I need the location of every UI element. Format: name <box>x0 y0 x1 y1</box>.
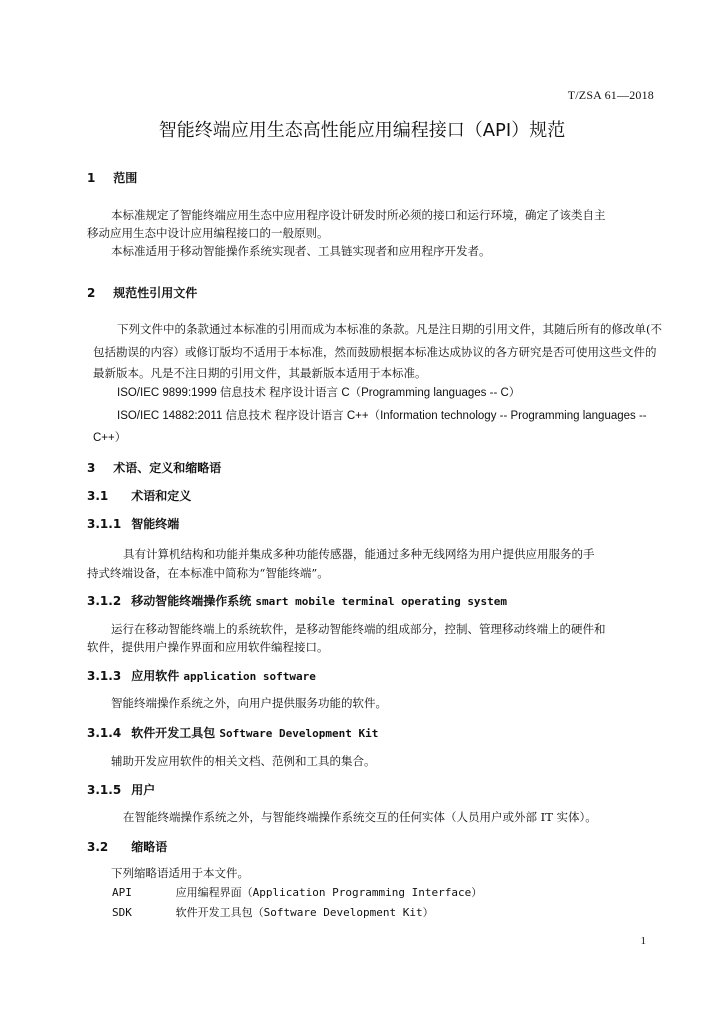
section-title: 范围 <box>113 171 138 185</box>
section-title: 用户 <box>131 783 156 797</box>
paragraph: 软件，提供用户操作界面和应用软件编程接口。 <box>87 640 329 654</box>
section-title: 规范性引用文件 <box>113 286 198 300</box>
section-number: 3.1.2 <box>87 594 122 608</box>
section-3-1-4-heading <box>87 724 378 741</box>
abbreviation-desc: 应用编程界面（Application Programming Interface） <box>175 886 483 899</box>
paragraph: 移动应用生态中设计应用编程接口的一般原则。 <box>87 226 329 240</box>
paragraph: 辅助开发应用软件的相关文档、范例和工具的集合。 <box>111 754 376 768</box>
section-3-1-heading <box>87 487 191 504</box>
paragraph: 持式终端设备，在本标准中简称为“智能终端”。 <box>87 566 329 580</box>
abbreviation-desc: 软件开发工具包（Software Development Kit） <box>175 906 434 919</box>
abbreviation-row <box>112 884 482 900</box>
reference-item: C++） <box>93 432 127 444</box>
section-2-heading <box>87 284 197 301</box>
section-title-en: Software Development Kit <box>219 727 379 740</box>
section-title-en: smart mobile terminal operating system <box>255 595 508 608</box>
paragraph: 下列文件中的条款通过本标准的引用而成为本标准的条款。凡是注日期的引用文件，其随后所有的修改单(不 <box>117 322 662 336</box>
reference-item: ISO/IEC 14882:2011 信息技术 程序设计语言 C++（Information technology -- Programming languages -- <box>117 410 647 422</box>
section-number: 3.1 <box>87 489 109 503</box>
section-3-1-5-heading <box>87 781 155 798</box>
paragraph: 在智能终端操作系统之外，与智能终端操作系统交互的任何实体（人员用户或外部 IT 实体）。 <box>123 810 597 824</box>
section-title-en: application software <box>183 670 316 683</box>
section-title: 移动智能终端操作系统 <box>131 594 252 608</box>
section-number: 3.1.5 <box>87 783 122 797</box>
section-title: 术语、定义和缩略语 <box>113 461 222 475</box>
paragraph: 智能终端操作系统之外，向用户提供服务功能的软件。 <box>111 696 387 710</box>
section-title: 智能终端 <box>131 517 180 531</box>
section-3-2-heading <box>87 838 167 855</box>
section-title: 软件开发工具包 <box>131 726 216 740</box>
paragraph: 最新版本。凡是不注日期的引用文件，其最新版本适用于本标准。 <box>93 366 427 380</box>
page-number: 1 <box>640 935 646 947</box>
standard-number: T/ZSA 61—2018 <box>567 88 654 102</box>
paragraph: 具有计算机结构和功能并集成多种功能传感器，能通过多种无线网络为用户提供应用服务的手 <box>123 547 595 561</box>
section-number: 3.1.3 <box>87 669 122 683</box>
paragraph: 运行在移动智能终端上的系统软件，是移动智能终端的组成部分，控制、管理移动终端上的硬件和 <box>111 622 606 636</box>
paragraph: 下列缩略语适用于本文件。 <box>111 866 249 880</box>
abbreviation: SDK <box>112 906 132 919</box>
paragraph: 本标准规定了智能终端应用生态中应用程序设计研发时所必须的接口和运行环境，确定了该类自主 <box>111 208 606 222</box>
section-number: 3 <box>87 461 96 475</box>
section-number: 3.1.1 <box>87 517 122 531</box>
section-title: 缩略语 <box>131 840 168 854</box>
document-title: 智能终端应用生态高性能应用编程接口（API）规范 <box>158 120 566 141</box>
section-title: 术语和定义 <box>131 489 192 503</box>
reference-item: ISO/IEC 9899:1999 信息技术 程序设计语言 C（Programming languages -- C） <box>117 387 521 399</box>
section-number: 1 <box>87 171 96 185</box>
section-3-1-1-heading <box>87 515 179 532</box>
section-number: 3.2 <box>87 840 109 854</box>
section-number: 2 <box>87 286 96 300</box>
section-number: 3.1.4 <box>87 726 122 740</box>
section-3-heading <box>87 459 221 476</box>
section-1-heading <box>87 169 137 186</box>
paragraph: 本标准适用于移动智能操作系统实现者、工具链实现者和应用程序开发者。 <box>111 244 491 258</box>
section-3-1-3-heading <box>87 667 316 684</box>
paragraph: 包括勘误的内容）或修订版均不适用于本标准，然而鼓励根据本标准达成协议的各方研究是否可使用这些文件的 <box>93 345 657 359</box>
abbreviation-row <box>112 904 434 920</box>
section-title: 应用软件 <box>131 669 180 683</box>
abbreviation: API <box>112 886 132 899</box>
section-3-1-2-heading <box>87 592 507 609</box>
